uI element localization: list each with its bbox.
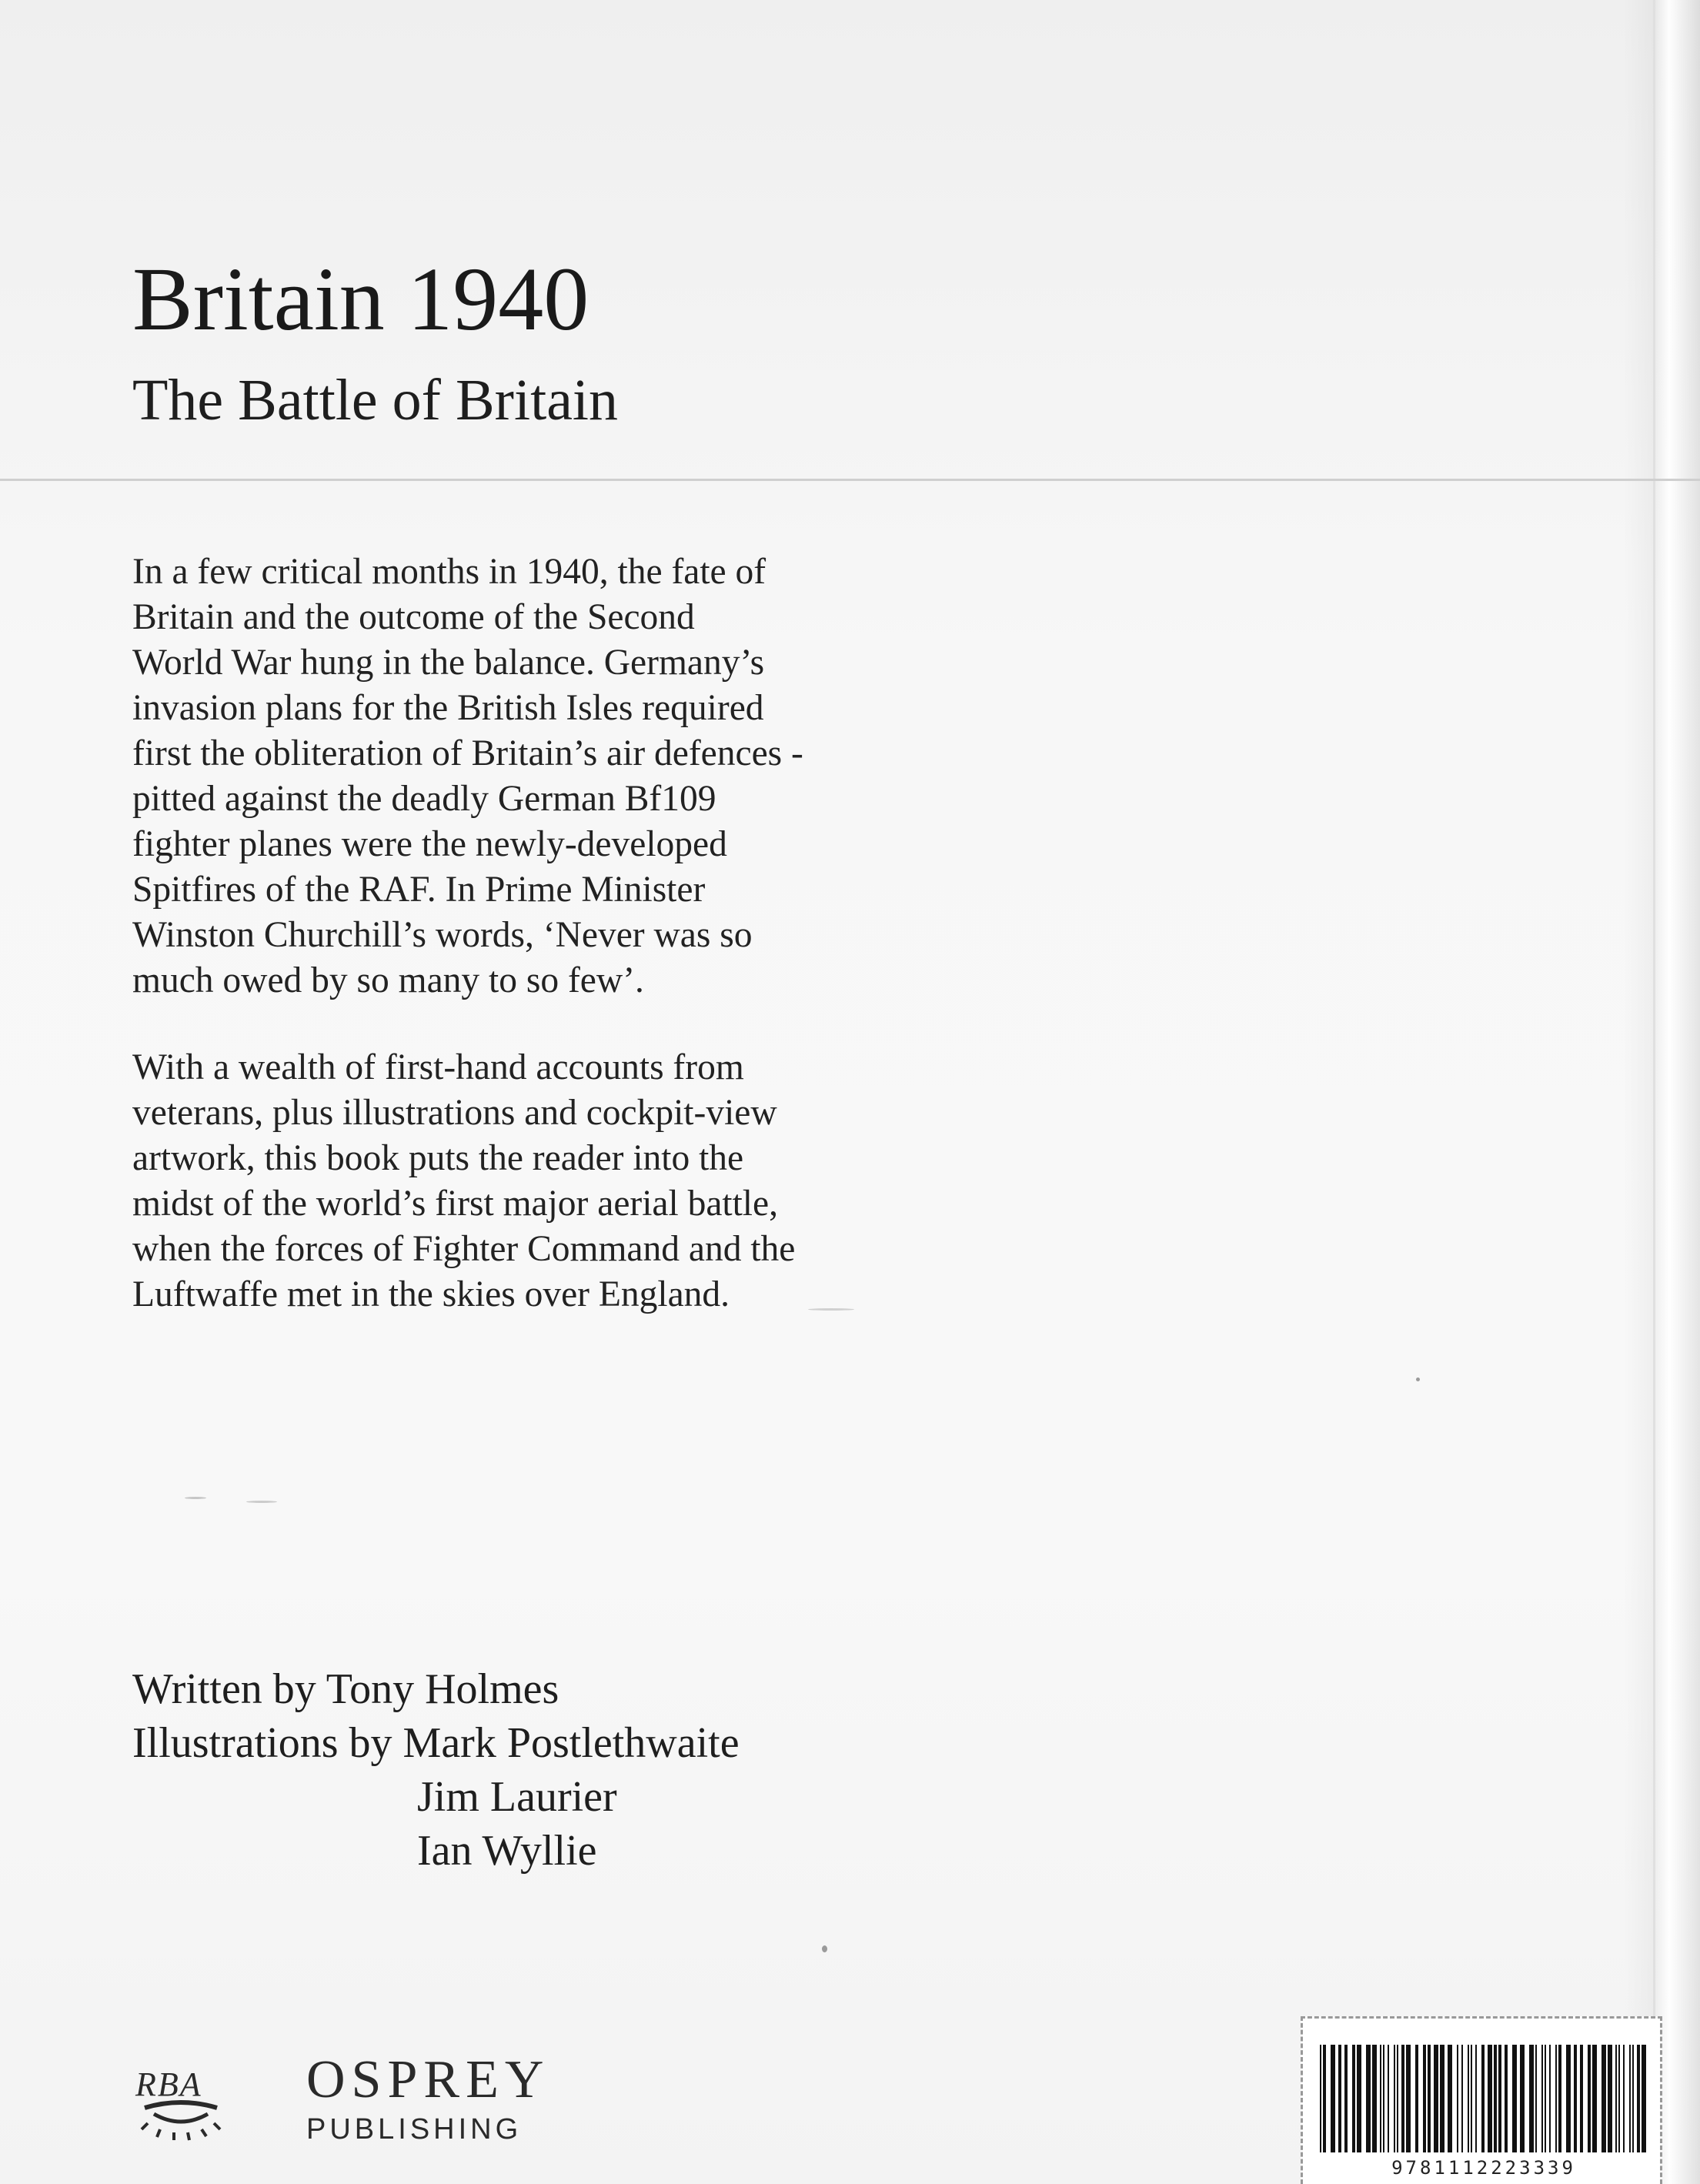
barcode-bar bbox=[1592, 2045, 1597, 2152]
illustrator-credit: Illustrations by Mark Postlethwaite bbox=[132, 1719, 740, 1767]
barcode-bar bbox=[1623, 2045, 1625, 2152]
barcode-bar bbox=[1580, 2045, 1583, 2152]
blurb-line: World War hung in the balance. Germany’s bbox=[132, 643, 765, 683]
osprey-name: OSPREY bbox=[306, 2050, 550, 2109]
rba-logo-text: RBA bbox=[135, 2065, 202, 2103]
barcode-bar bbox=[1338, 2045, 1341, 2152]
illustrator-name: Jim Laurier bbox=[417, 1773, 617, 1821]
barcode-bar bbox=[1406, 2045, 1411, 2152]
credits bbox=[132, 1662, 740, 1878]
barcode-bar bbox=[1423, 2045, 1426, 2152]
blurb-line: veterans, plus illustrations and cockpit-view bbox=[132, 1093, 777, 1133]
blurb-line: artwork, this book puts the reader into the bbox=[132, 1138, 744, 1178]
barcode-bar bbox=[1448, 2045, 1452, 2152]
barcode-bar bbox=[1428, 2045, 1431, 2152]
barcode-bar bbox=[1388, 2045, 1389, 2152]
author-credit: Written by Tony Holmes bbox=[132, 1665, 559, 1713]
blurb-line: Luftwaffe met in the skies over England. bbox=[132, 1274, 730, 1314]
illustrator-name: Ian Wyllie bbox=[417, 1827, 597, 1875]
barcode-bar bbox=[1352, 2045, 1355, 2152]
blurb-line: much owed by so many to so few’. bbox=[132, 960, 644, 1000]
barcode-bar bbox=[1366, 2045, 1371, 2152]
blurb-line: Spitfires of the RAF. In Prime Minister bbox=[132, 870, 706, 910]
barcode-bars-icon bbox=[1320, 2045, 1648, 2152]
barcode-bar bbox=[1529, 2045, 1534, 2152]
barcode-bar bbox=[1549, 2045, 1551, 2152]
barcode-bar bbox=[1475, 2045, 1477, 2152]
barcode-bar bbox=[1588, 2045, 1591, 2152]
barcode-bar bbox=[1494, 2045, 1497, 2152]
barcode-bar bbox=[1401, 2045, 1404, 2152]
barcode-bar bbox=[1331, 2045, 1335, 2152]
blurb-paragraph-2 bbox=[132, 1045, 940, 1317]
barcode-bar bbox=[1535, 2045, 1537, 2152]
blurb-line: fighter planes were the newly-developed bbox=[132, 824, 727, 864]
barcode-bar bbox=[1520, 2045, 1525, 2152]
barcode-bar bbox=[1481, 2045, 1485, 2152]
barcode-bar bbox=[1512, 2045, 1517, 2152]
osprey-publishing: PUBLISHING bbox=[306, 2113, 523, 2146]
barcode-bar bbox=[1618, 2045, 1620, 2152]
book-title: Britain 1940 bbox=[132, 249, 589, 349]
barcode-bar bbox=[1461, 2045, 1463, 2152]
paper-speck bbox=[822, 1945, 827, 1952]
barcode-bar bbox=[1397, 2045, 1398, 2152]
barcode-bar bbox=[1357, 2045, 1361, 2152]
barcode-bar bbox=[1457, 2045, 1458, 2152]
blurb-line: midst of the world’s first major aerial battle, bbox=[132, 1184, 778, 1224]
barcode-bar bbox=[1415, 2045, 1418, 2152]
blurb-line: pitted against the deadly German Bf109 bbox=[132, 779, 716, 819]
barcode-bar bbox=[1642, 2045, 1646, 2152]
barcode-bar bbox=[1380, 2045, 1381, 2152]
paper-speck bbox=[1416, 1378, 1420, 1381]
barcode-bar bbox=[1566, 2045, 1571, 2152]
barcode-bar bbox=[1608, 2045, 1612, 2152]
blurb-line: first the obliteration of Britain’s air defences - bbox=[132, 733, 803, 773]
barcode-bar bbox=[1629, 2045, 1631, 2152]
barcode-bar bbox=[1440, 2045, 1444, 2152]
barcode-bar bbox=[1574, 2045, 1577, 2152]
barcode-bar bbox=[1505, 2045, 1508, 2152]
blurb-paragraph-1 bbox=[132, 549, 940, 1004]
barcode-bar bbox=[1434, 2045, 1438, 2152]
barcode-bar bbox=[1383, 2045, 1384, 2152]
barcode-bar bbox=[1601, 2045, 1606, 2152]
horizontal-rule bbox=[0, 479, 1700, 481]
spine-shadow bbox=[1623, 0, 1700, 2184]
barcode-bar bbox=[1372, 2045, 1377, 2152]
book-subtitle: The Battle of Britain bbox=[132, 368, 619, 432]
barcode-bar bbox=[1323, 2045, 1326, 2152]
paper-speck bbox=[246, 1501, 277, 1503]
barcode-bar bbox=[1498, 2045, 1501, 2152]
barcode-bar bbox=[1545, 2045, 1546, 2152]
blurb-line: Britain and the outcome of the Second bbox=[132, 597, 695, 637]
paper-speck bbox=[808, 1308, 854, 1311]
barcode-bar bbox=[1555, 2045, 1557, 2152]
barcode-bar bbox=[1541, 2045, 1543, 2152]
osprey-logo bbox=[306, 2050, 550, 2146]
rba-logo-icon bbox=[131, 2059, 231, 2143]
barcode-bar bbox=[1488, 2045, 1492, 2152]
blurb-line: invasion plans for the British Isles required bbox=[132, 688, 764, 728]
barcode-bar bbox=[1471, 2045, 1472, 2152]
blurb-line: With a wealth of first-hand accounts from bbox=[132, 1047, 744, 1087]
blurb-line: Winston Churchill’s words, ‘Never was so bbox=[132, 915, 753, 955]
barcode-bar bbox=[1394, 2045, 1395, 2152]
blurb-line: when the forces of Fighter Command and the bbox=[132, 1229, 796, 1269]
barcode-bar bbox=[1558, 2045, 1561, 2152]
barcode-bar bbox=[1344, 2045, 1348, 2152]
barcode-bar bbox=[1615, 2045, 1617, 2152]
paper-speck bbox=[185, 1497, 206, 1499]
barcode bbox=[1301, 2016, 1662, 2184]
barcode-number: 9781112223339 bbox=[1391, 2157, 1576, 2179]
barcode-bar bbox=[1632, 2045, 1634, 2152]
spine-crease bbox=[1653, 0, 1655, 2184]
blurb-line: In a few critical months in 1940, the fate of bbox=[132, 552, 767, 592]
barcode-bar bbox=[1320, 2045, 1321, 2152]
barcode-bar bbox=[1637, 2045, 1640, 2152]
barcode-bar bbox=[1468, 2045, 1469, 2152]
